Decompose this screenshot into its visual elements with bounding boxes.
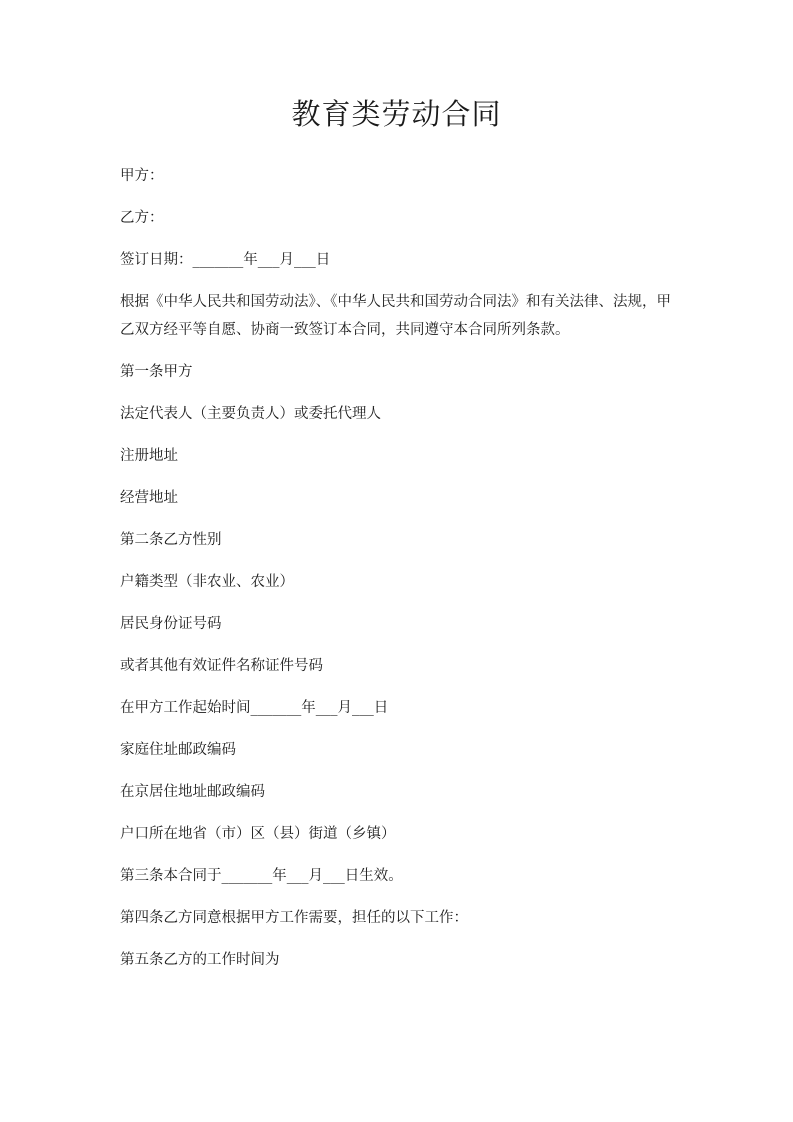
hukou-location-line: 户口所在地省（市）区（县）街道（乡镇） [120,826,396,842]
preamble-paragraph: 根据《中华人民共和国劳动法》、《中华人民共和国劳动合同法》和有关法律、法规，甲乙双方经平等自愿、协商一致签订本合同，共同遵守本合同所列条款。 [120,294,671,338]
article-3-line: 第三条本合同于_______年___月___日生效。 [120,868,403,884]
party-a-line: 甲方： [120,168,164,184]
id-number-line: 居民身份证号码 [120,616,222,632]
article-5-line: 第五条乙方的工作时间为 [120,952,280,968]
signing-date-line: 签订日期：_______年___月___日 [120,252,331,268]
article-4-line: 第四条乙方同意根据甲方工作需要，担任的以下工作： [120,910,468,926]
other-id-line: 或者其他有效证件名称证件号码 [120,658,323,674]
document-title: 教育类劳动合同 [291,97,502,131]
household-type-line: 户籍类型（非农业、农业） [120,574,294,590]
document-body [120,162,680,988]
legal-representative-line: 法定代表人（主要负责人）或委托代理人 [120,406,381,422]
party-b-line: 乙方： [120,210,164,226]
beijing-address-line: 在京居住地址邮政编码 [120,784,265,800]
business-address-line: 经营地址 [120,490,178,506]
start-date-line: 在甲方工作起始时间_______年___月___日 [120,700,389,716]
home-address-line: 家庭住址邮政编码 [120,742,236,758]
article-1-heading: 第一条甲方 [120,364,193,380]
registered-address-line: 注册地址 [120,448,178,464]
article-2-heading: 第二条乙方性别 [120,532,222,548]
